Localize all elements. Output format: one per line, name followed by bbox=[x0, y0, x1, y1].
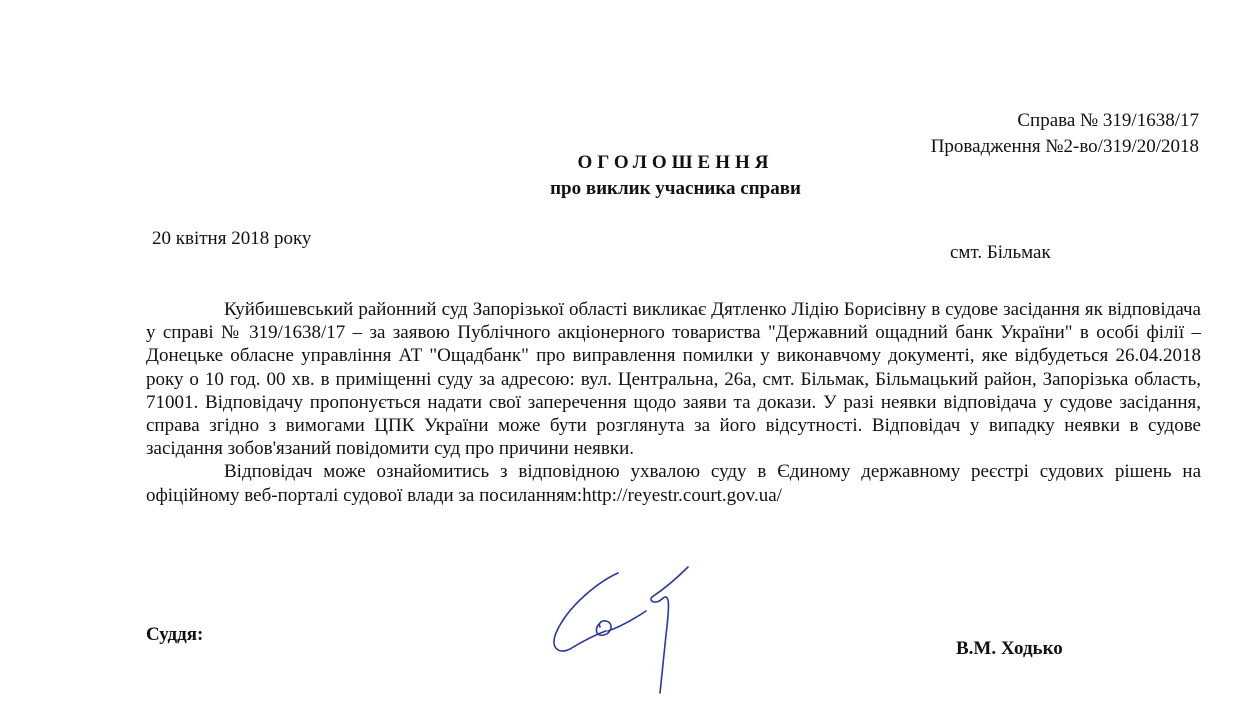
body-paragraph-summons: Куйбишевський районний суд Запорізької області викликає Дятленко Лідію Борисівну в судове засідання як відповідача у справі № 319/1638/17 – за заявою Публічного акціонерного товариства "Державний ощадний банк України" в особі філії – Донецьке обласне управління АТ "Ощадбанк" про виправлення помилки у виконавчому документі, яке відбудеться 26.04.2018 року о 10 год. 00 хв. в приміщенні суду за адресою: вул. Центральна, 26а, смт. Більмак, Більмацький район, Запорізька область, 71001. Відповідачу пропонується надати свої заперечення щодо заяви та докази. У разі неявки відповідача у судове засідання, справа згідно з вимогами ЦПК України може бути розглянута за його відсутності. Відповідач у випадку неявки в судове засідання зобов'язаний повідомити суд про причини неявки. bbox=[146, 299, 1201, 460]
announcement-heading bbox=[0, 150, 1251, 202]
judge-label: Суддя: bbox=[146, 624, 204, 645]
judge-name: В.М. Ходько bbox=[956, 638, 1063, 659]
announcement-title: ОГОЛОШЕННЯ bbox=[577, 152, 774, 173]
body-paragraph-registry: Відповідач може ознайомитись з відповідною ухвалою суду в Єдиному державному реєстрі судових рішень на офіційному веб-порталі судової влади за посиланням:http://reyestr.court.gov.ua/ bbox=[146, 461, 1201, 506]
case-number: Справа № 319/1638/17 bbox=[1017, 110, 1199, 131]
document-date: 20 квітня 2018 року bbox=[152, 228, 312, 249]
document-place: смт. Більмак bbox=[950, 242, 1051, 263]
announcement-subtitle: про виклик учасника справи bbox=[550, 178, 801, 199]
announcement-body bbox=[146, 298, 1201, 507]
proceeding-number: Провадження №2-во/319/20/2018 bbox=[930, 136, 1199, 157]
handwritten-signature bbox=[548, 565, 698, 695]
